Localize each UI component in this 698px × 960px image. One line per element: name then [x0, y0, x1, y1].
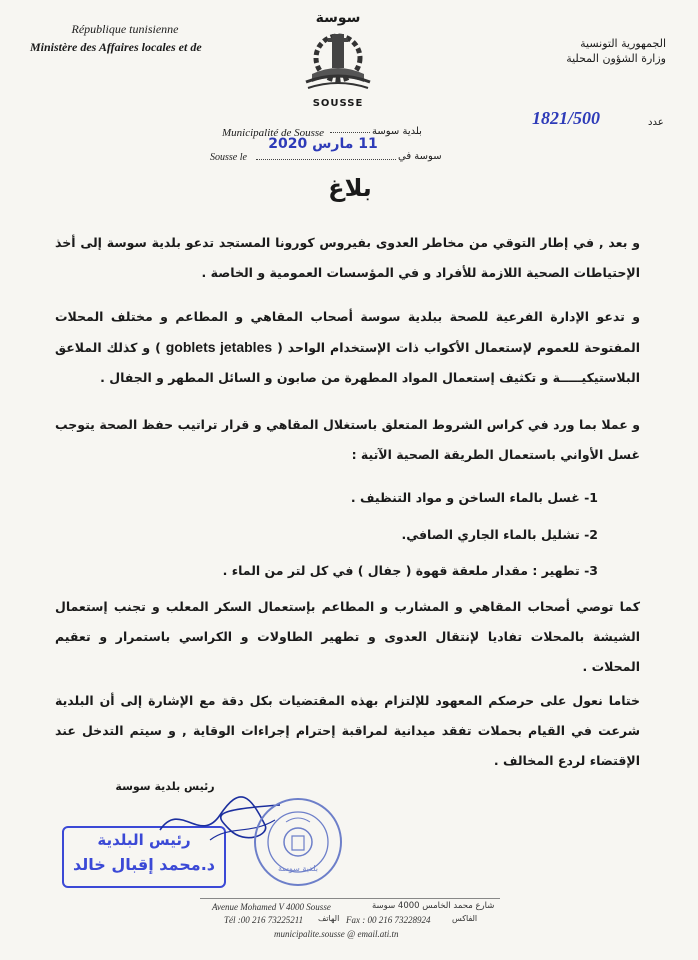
logo-arabic-text: سوسة — [315, 10, 361, 26]
footer-fax-ar: الفاكس — [452, 914, 478, 923]
paragraph-5: ختاما نعول على حرصكم المعهود للإلتزام بهذه المقتضيات بكل دقة مع الإشارة إلى أن البلدية شرعت في القيام بحملات تفقد ميدانية لمراقبة إحترام إجراءات الوقاية , و سيتم التدخل عند الإقتضاء لردع المخالف . — [55, 693, 640, 768]
list-item-rinse: 2- تشليل بالماء الجاري الصافي. — [401, 527, 598, 542]
header-ministry-fr: Ministère des Affaires locales et de — [30, 40, 202, 54]
round-stamp-text: بلدية سوسة — [278, 864, 318, 873]
logo-label: SOUSSE — [312, 98, 364, 109]
paragraph-4: كما توصي أصحاب المقاهي و المشارب و المطاعم بإستعمال السكر المعلب و تجنب إستعمال الشيشة بالمحلات تفاديا لإنتقال العدوى و تطهير الطاولات و الكراسي باستمرار و تعقيم المحلات . — [55, 599, 640, 674]
footer-tel-ar: الهاتف — [318, 914, 340, 923]
sousse-logo — [298, 10, 378, 110]
date-label-fr: Sousse le — [210, 152, 247, 163]
mayor-stamp-title: رئيس البلدية — [97, 831, 191, 849]
reference-label: عدد — [648, 117, 664, 128]
paragraph-recommend — [55, 592, 640, 682]
header-republic-fr: République tunisienne — [71, 22, 179, 36]
paragraph-2-end: ) و كذلك الملاعق البلاستيكيـــــة و تكثيف إستعمال المواد المطهرة من صابون و السائل المطهر و الجفال . — [55, 340, 640, 385]
paragraph-cups — [55, 302, 640, 393]
paragraph-3: و عملا بما ورد في كراس الشروط المتعلق باستغلال المقاهي و قرار تراتيب حفظ الصحة يتوجب غسل الأواني باستعمال الطريقة الصحية الآتية : — [55, 417, 640, 462]
paragraph-intro — [55, 228, 640, 288]
reference-number: 1821/500 — [532, 108, 601, 128]
list-item-wash: 1- غسل بالماء الساخن و مواد التنظيف . — [350, 490, 598, 505]
date-label-ar: سوسة في — [398, 151, 442, 162]
footer-email: municipalite.sousse @ email.ati.tn — [274, 929, 399, 939]
footer-fax: Fax : 00 216 73228924 — [346, 915, 431, 925]
paragraph-2-start: و تدعو الإدارة الفرعية للصحة ببلدية سوسة أصحاب المقاهي و المطاعم و مختلف المحلات المفتوحة للعموم لإستعمال الأكواب ذات الإستخدام الواحد ( — [55, 309, 641, 355]
paragraph-2 — [55, 302, 640, 393]
header-republic-ar: الجمهورية التونسية — [580, 37, 666, 50]
paragraph-method — [55, 410, 640, 470]
date-dots — [256, 159, 396, 160]
header-ministry-ar: وزارة الشؤون المحلية — [566, 52, 666, 65]
footer-divider — [200, 898, 500, 899]
paragraph-closing — [55, 686, 640, 776]
footer-address-ar: شارع محمد الخامس 4000 سوسة — [372, 901, 495, 911]
paragraph-2-latin: goblets jetables — [165, 339, 273, 355]
municipality-fr: Municipalité de Sousse — [222, 127, 325, 139]
round-stamp-seal-icon — [252, 796, 344, 888]
mayor-stamp-name: د.محمد إقبال خالد — [72, 855, 215, 874]
footer-tel: Tél :00 216 73225211 — [224, 915, 304, 925]
municipality-ar: بلدية سوسة — [372, 126, 422, 137]
round-municipal-stamp — [252, 796, 344, 888]
logo-emblem-icon — [298, 26, 378, 94]
signature-title: رئيس بلدية سوسة — [115, 780, 215, 793]
municipality-dots — [330, 132, 370, 133]
document-title: بلاغ — [328, 174, 372, 202]
list-item-disinfect: 3- تطهير : مقدار ملعقة قهوة ( جفال ) في كل لتر من الماء . — [222, 563, 598, 578]
footer-address-fr: Avenue Mohamed V 4000 Sousse — [212, 902, 331, 912]
date-value: 11 مارس 2020 — [268, 136, 378, 152]
paragraph-1: و بعد , في إطار التوقي من مخاطر العدوى بفيروس كورونا المستجد تدعو بلدية سوسة إلى أخذ الإحتياطات الصحية اللازمة للأفراد و في المؤسسات العمومية و الخاصة . — [55, 235, 640, 280]
